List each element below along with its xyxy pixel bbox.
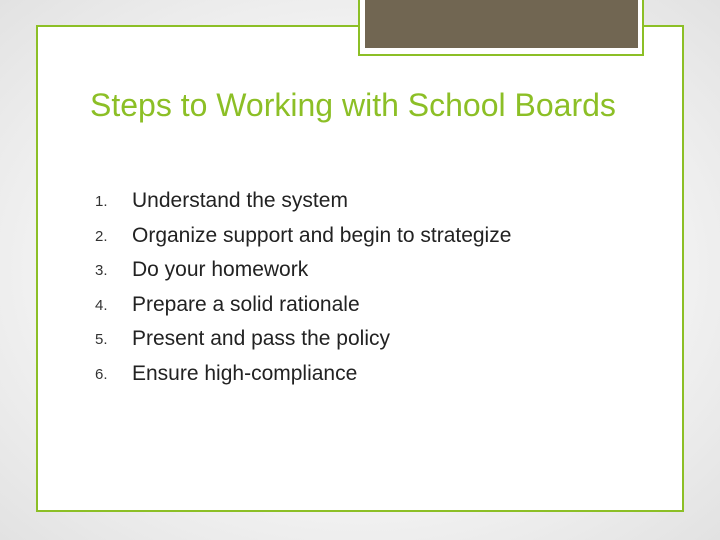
- step-text: Prepare a solid rationale: [132, 292, 360, 316]
- header-color-block: [365, 0, 638, 48]
- list-item: [90, 219, 670, 254]
- list-item: [90, 357, 670, 392]
- step-number: 1.: [95, 193, 108, 210]
- slide-title: Steps to Working with School Boards: [90, 87, 616, 123]
- list-item: [90, 184, 670, 219]
- steps-list: [90, 184, 670, 392]
- list-item: [90, 322, 670, 357]
- step-text: Do your homework: [132, 258, 309, 282]
- step-text: Present and pass the policy: [132, 327, 390, 351]
- step-text: Understand the system: [132, 189, 348, 212]
- list-item: [90, 288, 670, 323]
- step-text: Organize support and begin to strategize: [132, 223, 512, 247]
- step-number: 2.: [95, 227, 108, 245]
- step-number: 5.: [95, 331, 108, 349]
- step-text: Ensure high-compliance: [132, 361, 358, 385]
- step-number: 4.: [95, 296, 108, 314]
- step-number: 3.: [95, 262, 108, 280]
- step-number: 6.: [95, 365, 108, 383]
- list-item: [90, 253, 670, 288]
